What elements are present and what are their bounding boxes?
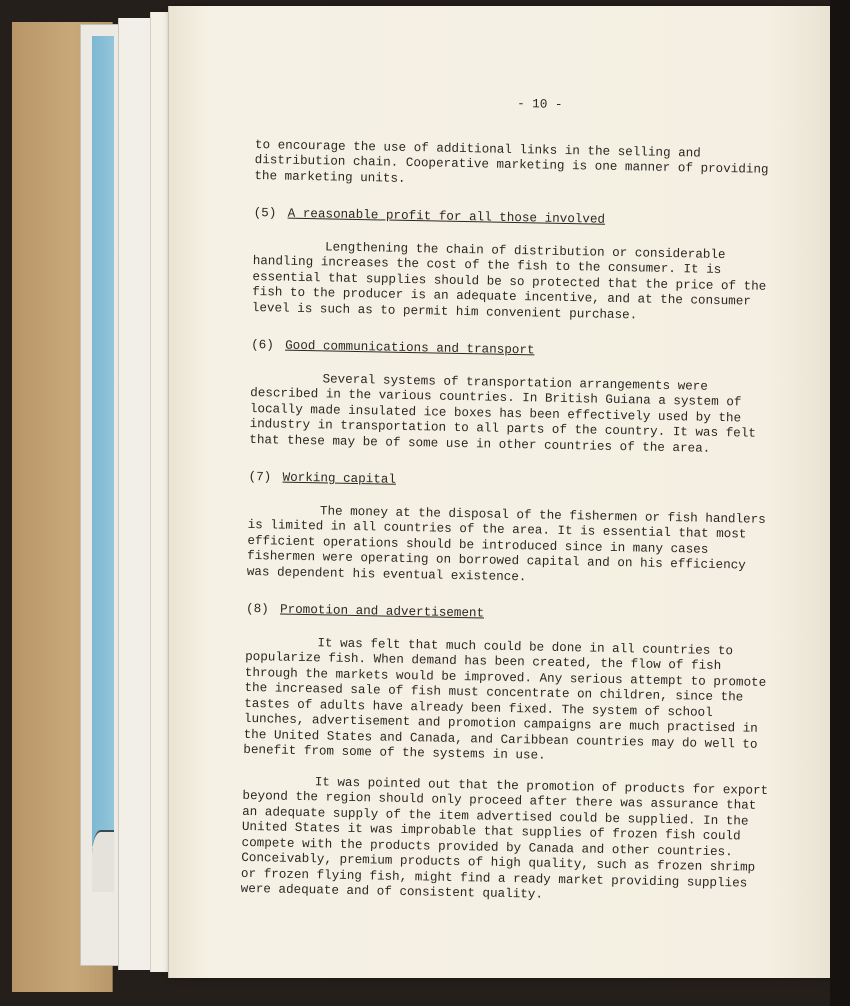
section-paragraph: It was pointed out that the promotion of products for export beyond the region should only proceed after there was assurance that an adequate supply of the item advertised could be supplied. In the United States it was improbable that supplies of frozen fish could compete with the products provided by Canada and other countries. Conceivably, premium products of high quality, such as frozen shrimp or frozen flying fish, might find a ready market providing supplies were adequate and of consistent quality. bbox=[240, 774, 769, 902]
page-number: - 10 - bbox=[516, 97, 563, 112]
section-paragraph: The money at the disposal of the fishermen or fish handlers is limited in all countries of the area. It is essential that most efficient operations should be introduced since in many cases fishermen were operating on borrowed capital and on his efficiency was dependent his eventual existence. bbox=[246, 503, 766, 584]
section-heading bbox=[246, 602, 774, 628]
section-paragraph: Several systems of transportation arrangements were described in the various countries. In British Guiana a system of locally made insulated ice boxes has been effectively used by the industry in transportation to all parts of the country. It was felt that these may be of some use in other countries of the area. bbox=[249, 371, 757, 456]
section-title: Working capital bbox=[282, 470, 397, 487]
blue-cover-strip bbox=[92, 36, 114, 846]
section-paragraph: It was felt that much could be done in all countries to popularize fish. When demand has been created, the flow of fish through the markets would be improved. Any serious attempt to promote the increased sale of fish must concentrate on children, since the tastes of adults have already been fixed. The system of school lunches, advertisement and promotion campaigns are much practised in the United States and Canada, and Caribbean countries may do well to benefit from some of the systems in use. bbox=[243, 635, 767, 763]
section-paragraph: Lengthening the chain of distribution or considerable handling increases the cost of the fish to the consumer. It is essential that supplies should be so protected that the price of the fish to the producer is an adequate incentive, and at the consumer level is such as to permit him convenient purchase. bbox=[251, 239, 767, 322]
intro-paragraph: to encourage the use of additional links in the selling and distribution chain. Cooperative marketing is one manner of providing the marketing units. bbox=[254, 137, 769, 186]
cover-curl bbox=[92, 830, 114, 892]
section-title: Good communications and transport bbox=[285, 338, 535, 358]
section-number: (6) bbox=[251, 337, 274, 353]
section-title: Promotion and advertisement bbox=[279, 602, 485, 621]
section-number: (5) bbox=[253, 205, 277, 221]
section-title: A reasonable profit for all those involved bbox=[287, 206, 606, 227]
section-heading bbox=[248, 470, 776, 496]
page-text bbox=[240, 92, 784, 922]
page-shadow bbox=[830, 0, 850, 1006]
section-number: (7) bbox=[248, 469, 272, 485]
section-number: (8) bbox=[245, 601, 269, 617]
section-heading bbox=[251, 338, 779, 364]
section-heading bbox=[254, 206, 782, 232]
